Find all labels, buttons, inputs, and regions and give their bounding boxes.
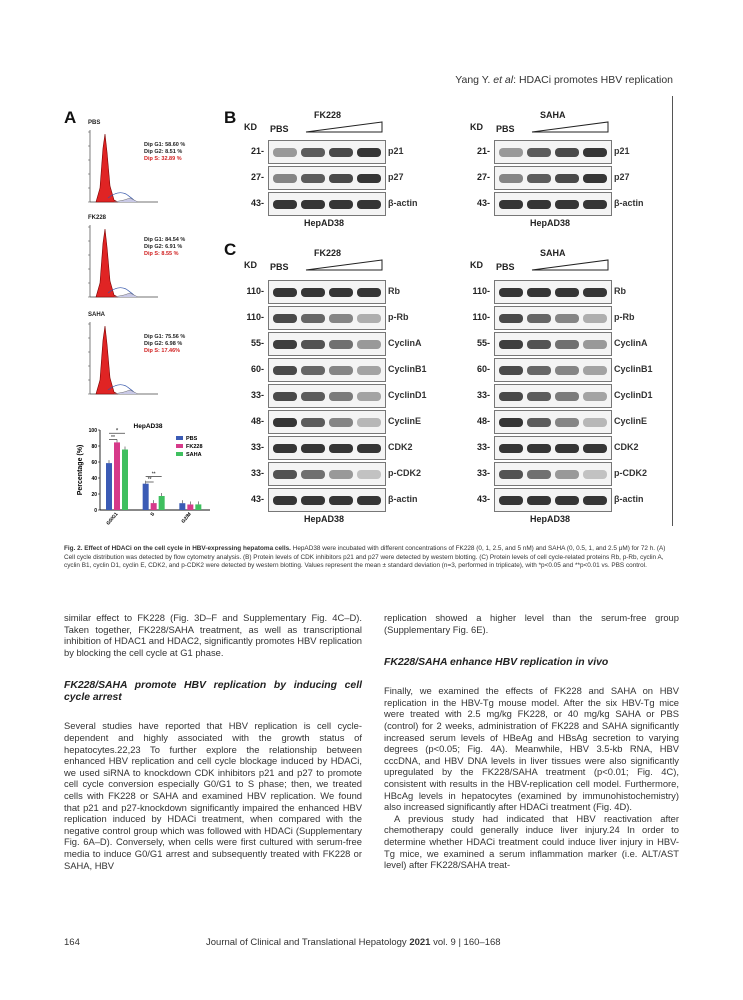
- blot-band: [329, 366, 353, 375]
- kd-marker: 33-: [250, 468, 264, 478]
- bar: [106, 463, 112, 510]
- y-axis-label: Percentage (%): [77, 444, 84, 496]
- kd-marker: 55-: [250, 338, 264, 348]
- kd-header: KD: [470, 122, 483, 132]
- blot-band: [527, 174, 551, 183]
- histogram-stat: Dip G1: 75.56 %: [144, 334, 186, 340]
- blot-band: [301, 340, 325, 349]
- kd-header: KD: [244, 122, 257, 132]
- legend-label: FK228: [186, 444, 203, 450]
- blot-band: [357, 392, 381, 401]
- blot-band: [357, 418, 381, 427]
- blot-strip: [268, 358, 386, 382]
- blot-band: [301, 148, 325, 157]
- blot-strip: [268, 280, 386, 304]
- blot-band: [273, 314, 297, 323]
- blot-band: [499, 496, 523, 505]
- blot-band: [583, 200, 607, 209]
- blot-band: [357, 200, 381, 209]
- drug-header: FK228: [314, 248, 342, 258]
- blot-band: [583, 470, 607, 479]
- blot-band: [527, 496, 551, 505]
- y-tick-label: 60: [91, 460, 97, 466]
- blot-band: [583, 444, 607, 453]
- blot-strip: [268, 384, 386, 408]
- blot-band: [527, 444, 551, 453]
- running-head-etal: et al: [493, 74, 514, 86]
- kd-marker: 60-: [250, 364, 264, 374]
- drug-header: SAHA: [540, 248, 566, 258]
- blot-band: [555, 200, 579, 209]
- histogram-label: SAHA: [88, 312, 106, 318]
- blot-strip: [494, 140, 612, 164]
- blot-band: [527, 340, 551, 349]
- cell-line-label: HepAD38: [304, 514, 345, 524]
- cell-line-label: HepAD38: [530, 514, 571, 524]
- sig-mark: *: [115, 428, 119, 435]
- kd-header: KD: [470, 260, 483, 270]
- y-tick-label: 20: [91, 492, 97, 498]
- blot-band: [499, 392, 523, 401]
- blot-band: [329, 288, 353, 297]
- right-column: [384, 612, 679, 871]
- bar: [114, 442, 120, 510]
- blot-band: [555, 340, 579, 349]
- blot-band: [301, 288, 325, 297]
- histogram-label: PBS: [88, 120, 101, 126]
- kd-marker: 48-: [250, 416, 264, 426]
- dose-triangle: [304, 258, 384, 272]
- histogram-stat: Dip G1: 58.60 %: [144, 142, 186, 148]
- protein-label: CyclinB1: [388, 364, 427, 374]
- left-paragraph-1: similar effect to FK228 (Fig. 3D–F and Supplementary Fig. 4C–D). Taken together, FK228/SAHA treatment, as well as transcriptional inhibition of HDAC1 and HDAC2, significantly promotes HBV replication by blocking the cell cycle at G1 phase.: [64, 612, 362, 658]
- kd-marker: 60-: [476, 364, 490, 374]
- blot-band: [499, 366, 523, 375]
- blot-band: [329, 392, 353, 401]
- left-column: [64, 612, 362, 871]
- blot-band: [357, 496, 381, 505]
- right-paragraph-2: Finally, we examined the effects of FK228 and SAHA on HBV replication in the HBV-Tg mouse model. After the six HBV-Tg mice were treated with 2.5 mg/kg FK228, or 40 mg/kg SAHA or PBS (control) for 2 weeks, administration of FK228 and SAHA significantly increased serum levels of HBeAg and HBsAg secretion to varying degrees (p<0.05; Fig. 4A). Meanwhile, HBV 3.5-kb RNA, HBV cccDNA, and HBV DNA levels in liver tissues were also significantly upregulated by the FK228/SAHA treatment (p<0.01; Fig. 4C), consistent with results in the HBV-replication cell model. Furthermore, HBcAg levels in hepatocytes (examined by immunohistochemistry) also increased significantly after HDACi treatment (Fig. 4D).: [384, 685, 679, 813]
- dose-triangle: [304, 120, 384, 134]
- histogram-plot: [84, 128, 160, 210]
- blot-strip: [494, 410, 612, 434]
- bar: [122, 450, 128, 510]
- kd-marker: 33-: [250, 442, 264, 452]
- protein-label: β-actin: [388, 198, 418, 208]
- kd-marker: 55-: [476, 338, 490, 348]
- blot-band: [499, 314, 523, 323]
- blot-band: [273, 418, 297, 427]
- protein-label: CyclinE: [388, 416, 422, 426]
- protein-label: p21: [388, 146, 404, 156]
- right-paragraph-3: A previous study had indicated that HBV reactivation after chemotherapy could generally induce liver injury.24 In order to determine whether HDACi treatment could induce liver injury in HBV-Tg mice, we examined a serum inflammation marker (i.e. ALT/AST level) after FK228/SAHA treat-: [384, 812, 679, 871]
- blot-band: [527, 200, 551, 209]
- y-tick-label: 40: [91, 476, 97, 482]
- x-tick-label: G2/M: [180, 511, 193, 525]
- blot-band: [555, 174, 579, 183]
- cell-line-label: HepAD38: [530, 218, 571, 228]
- blot-band: [499, 444, 523, 453]
- blot-band: [499, 418, 523, 427]
- blot-strip: [494, 436, 612, 460]
- blot-band: [527, 148, 551, 157]
- sig-mark: **: [151, 471, 156, 478]
- sig-mark: **: [147, 477, 152, 484]
- legend-label: SAHA: [186, 452, 202, 458]
- legend-swatch: [176, 436, 183, 440]
- protein-label: CyclinD1: [388, 390, 427, 400]
- kd-marker: 43-: [250, 494, 264, 504]
- blot-strip: [268, 410, 386, 434]
- pbs-header: PBS: [270, 124, 289, 134]
- blot-strip: [268, 488, 386, 512]
- blot-band: [499, 340, 523, 349]
- protein-label: p-Rb: [388, 312, 409, 322]
- blot-band: [583, 174, 607, 183]
- blot-band: [329, 470, 353, 479]
- blot-band: [527, 288, 551, 297]
- pbs-header: PBS: [270, 262, 289, 272]
- protein-label: Rb: [388, 286, 400, 296]
- histogram-stat: Dip G1: 84.54 %: [144, 237, 186, 243]
- legend-swatch: [176, 452, 183, 456]
- bar: [179, 503, 185, 510]
- figure-divider: [672, 96, 673, 526]
- blot-band: [273, 444, 297, 453]
- kd-marker: 33-: [476, 442, 490, 452]
- blot-band: [583, 366, 607, 375]
- protein-label: p-Rb: [614, 312, 635, 322]
- blot-band: [357, 314, 381, 323]
- panel-a-letter: A: [64, 108, 77, 127]
- histogram-plot: [84, 223, 160, 305]
- blot-band: [555, 496, 579, 505]
- dose-triangle: [530, 258, 610, 272]
- protein-label: Rb: [614, 286, 626, 296]
- running-head-title: : HDACi promotes HBV replication: [513, 74, 673, 86]
- protein-label: CyclinB1: [614, 364, 653, 374]
- protein-label: p27: [388, 172, 404, 182]
- pbs-header: PBS: [496, 262, 515, 272]
- blot-band: [555, 418, 579, 427]
- protein-label: CyclinD1: [614, 390, 653, 400]
- blot-band: [555, 392, 579, 401]
- y-tick-label: 0: [94, 508, 97, 514]
- blot-band: [555, 314, 579, 323]
- cell-cycle-bar-chart: [66, 420, 216, 540]
- blot-strip: [494, 280, 612, 304]
- blot-band: [527, 418, 551, 427]
- kd-marker: 33-: [476, 468, 490, 478]
- blot-band: [329, 200, 353, 209]
- dose-triangle: [530, 120, 610, 134]
- blot-band: [357, 148, 381, 157]
- right-paragraph-1: replication showed a higher level than the serum-free group (Supplementary Fig. 6E).: [384, 612, 679, 635]
- kd-marker: 110-: [246, 312, 264, 322]
- histogram-stat: Dip S: 8.55 %: [144, 251, 179, 257]
- blot-strip: [268, 462, 386, 486]
- left-paragraph-2: Several studies have reported that HBV replication is cell cycle-dependent and highly associated with the growth status of hepatocytes.22,23 To further explore the relationship between enhanced HBV replication and cell cycle blockage induced by HDACi, we used siRNA to knockdown CDK inhibitors p21 and p27 to promote cell cycle conversion especially G0/G1 to S phase; then, we treated cells with FK228 or SAHA and examined HBV replication. We found that p21 and p27-knockdown significantly impaired the enhanced HBV replication induced by HDACi treatment, when compared with the negative control group which was followed with HDACi (Supplementary Fig. 6A–D). Conversely, when cells were first cultured with serum-free media to induce G0/G1 arrest and subsequently treated with FK228 or SAHA, HBV: [64, 720, 362, 871]
- blot-band: [583, 314, 607, 323]
- drug-header: SAHA: [540, 110, 566, 120]
- blot-band: [555, 470, 579, 479]
- bar-chart-title: HepAD38: [133, 423, 163, 430]
- blot-band: [357, 340, 381, 349]
- blot-band: [329, 444, 353, 453]
- protein-label: CyclinE: [614, 416, 648, 426]
- footer-volume: vol. 9 | 160–168: [430, 937, 501, 948]
- blot-strip: [494, 358, 612, 382]
- blot-strip: [268, 306, 386, 330]
- protein-label: CyclinA: [614, 338, 648, 348]
- running-head-authors: Yang Y.: [455, 74, 494, 86]
- blot-band: [499, 200, 523, 209]
- blot-band: [301, 200, 325, 209]
- kd-marker: 21-: [250, 146, 264, 156]
- sig-mark: **: [111, 434, 115, 441]
- blot-band: [527, 470, 551, 479]
- kd-marker: 110-: [246, 286, 264, 296]
- protein-label: p-CDK2: [614, 468, 647, 478]
- histogram-plot: [84, 320, 160, 402]
- protein-label: p27: [614, 172, 630, 182]
- blot-band: [273, 392, 297, 401]
- protein-label: p21: [614, 146, 630, 156]
- pbs-header: PBS: [496, 124, 515, 134]
- blot-band: [357, 444, 381, 453]
- caption-text: HepAD38 were incubated with different concentrations of FK228 (0, 1, 2.5, and 5 nM) and SAHA (0, 0.5, 1, and 2.5 μM) for 72 h. (A) Cell cycle distribution was detected by flow cytometry analysis. (B) Protein levels of CDK inhibitors p21 and p27 were detected by western blotting. (C) Protein levels of cell cycle-related proteins Rb, p-Rb, cyclin A, cyclin B1, cyclin D1, cyclin E, CDK2, and p-CDK2 were detected by western blotting. Values represent the mean ± standard deviation (n=3, performed in triplicate), with *p<0.05 and **p<0.01 vs. PBS control.: [64, 545, 666, 570]
- kd-marker: 27-: [476, 172, 490, 182]
- blot-band: [555, 444, 579, 453]
- kd-marker: 21-: [476, 146, 490, 156]
- footer-journal: Journal of Clinical and Translational Hepatology: [206, 937, 410, 948]
- panel-c-letter: C: [224, 240, 237, 259]
- figure-caption: [64, 545, 676, 571]
- panel-b-letter: B: [224, 108, 237, 127]
- blot-band: [357, 288, 381, 297]
- blot-band: [273, 496, 297, 505]
- blot-band: [555, 288, 579, 297]
- protein-label: CDK2: [614, 442, 639, 452]
- blot-band: [329, 418, 353, 427]
- blot-band: [329, 148, 353, 157]
- blot-band: [301, 174, 325, 183]
- blot-band: [583, 340, 607, 349]
- blot-band: [301, 392, 325, 401]
- footer-year: 2021: [409, 937, 431, 948]
- y-tick-label: 100: [88, 428, 97, 434]
- blot-band: [301, 444, 325, 453]
- histogram-label: FK228: [88, 215, 107, 221]
- caption-title: Fig. 2. Effect of HDACi on the cell cycle in HBV-expressing hepatoma cells.: [64, 545, 291, 552]
- blot-band: [273, 148, 297, 157]
- blot-band: [555, 148, 579, 157]
- blot-band: [273, 340, 297, 349]
- kd-marker: 43-: [476, 198, 490, 208]
- blot-strip: [494, 306, 612, 330]
- x-tick-label: S: [149, 511, 157, 518]
- bar-chart-svg: [66, 420, 216, 540]
- blot-strip: [268, 332, 386, 356]
- kd-marker: 110-: [472, 286, 490, 296]
- blot-band: [499, 470, 523, 479]
- blot-band: [583, 148, 607, 157]
- y-tick-label: 80: [91, 444, 97, 450]
- bar: [151, 503, 157, 510]
- kd-marker: 110-: [472, 312, 490, 322]
- blot-band: [301, 418, 325, 427]
- histogram-stat: Dip G2: 6.98 %: [144, 341, 183, 347]
- running-head: [455, 74, 673, 86]
- protein-label: β-actin: [388, 494, 418, 504]
- kd-marker: 33-: [476, 390, 490, 400]
- drug-header: FK228: [314, 110, 342, 120]
- histogram-stat: Dip S: 17.46%: [144, 348, 181, 354]
- blot-band: [329, 496, 353, 505]
- blot-band: [273, 470, 297, 479]
- blot-strip: [494, 488, 612, 512]
- protein-label: β-actin: [614, 494, 644, 504]
- blot-band: [329, 174, 353, 183]
- blot-band: [583, 288, 607, 297]
- blot-band: [527, 314, 551, 323]
- bar: [195, 504, 201, 510]
- blot-strip: [494, 462, 612, 486]
- kd-marker: 27-: [250, 172, 264, 182]
- blot-strip: [268, 436, 386, 460]
- blot-strip: [494, 332, 612, 356]
- histogram-stat: Dip S: 32.89 %: [144, 156, 182, 162]
- blot-band: [499, 288, 523, 297]
- histogram-stat: Dip G2: 6.91 %: [144, 244, 183, 250]
- blot-band: [273, 288, 297, 297]
- kd-marker: 33-: [250, 390, 264, 400]
- blot-strip: [494, 384, 612, 408]
- legend-swatch: [176, 444, 183, 448]
- blot-band: [499, 148, 523, 157]
- blot-strip: [494, 166, 612, 190]
- blot-strip: [268, 140, 386, 164]
- blot-strip: [494, 192, 612, 216]
- bar: [187, 504, 193, 510]
- blot-band: [301, 314, 325, 323]
- kd-header: KD: [244, 260, 257, 270]
- protein-label: CyclinA: [388, 338, 422, 348]
- left-section-heading: FK228/SAHA promote HBV replication by inducing cell cycle arrest: [64, 680, 362, 704]
- blot-band: [301, 366, 325, 375]
- blot-band: [499, 174, 523, 183]
- blot-band: [583, 418, 607, 427]
- blot-band: [273, 200, 297, 209]
- blot-band: [527, 392, 551, 401]
- blot-band: [301, 470, 325, 479]
- blot-strip: [268, 192, 386, 216]
- legend-label: PBS: [186, 436, 198, 442]
- blot-band: [301, 496, 325, 505]
- bar: [143, 484, 149, 510]
- blot-band: [357, 470, 381, 479]
- blot-band: [329, 314, 353, 323]
- cell-line-label: HepAD38: [304, 218, 345, 228]
- x-tick-label: G0/G1: [105, 511, 120, 527]
- page-number: 164: [64, 937, 80, 948]
- blot-band: [357, 366, 381, 375]
- right-section-heading: FK228/SAHA enhance HBV replication in vivo: [384, 657, 609, 669]
- histogram-stat: Dip G2: 8.51 %: [144, 149, 183, 155]
- blot-band: [329, 340, 353, 349]
- protein-label: p-CDK2: [388, 468, 421, 478]
- blot-band: [273, 366, 297, 375]
- bar: [159, 496, 165, 510]
- blot-strip: [268, 166, 386, 190]
- blot-band: [583, 496, 607, 505]
- kd-marker: 43-: [476, 494, 490, 504]
- blot-band: [273, 174, 297, 183]
- protein-label: β-actin: [614, 198, 644, 208]
- blot-band: [527, 366, 551, 375]
- protein-label: CDK2: [388, 442, 413, 452]
- blot-band: [555, 366, 579, 375]
- blot-band: [583, 392, 607, 401]
- kd-marker: 48-: [476, 416, 490, 426]
- blot-band: [357, 174, 381, 183]
- kd-marker: 43-: [250, 198, 264, 208]
- journal-footer: [206, 937, 501, 948]
